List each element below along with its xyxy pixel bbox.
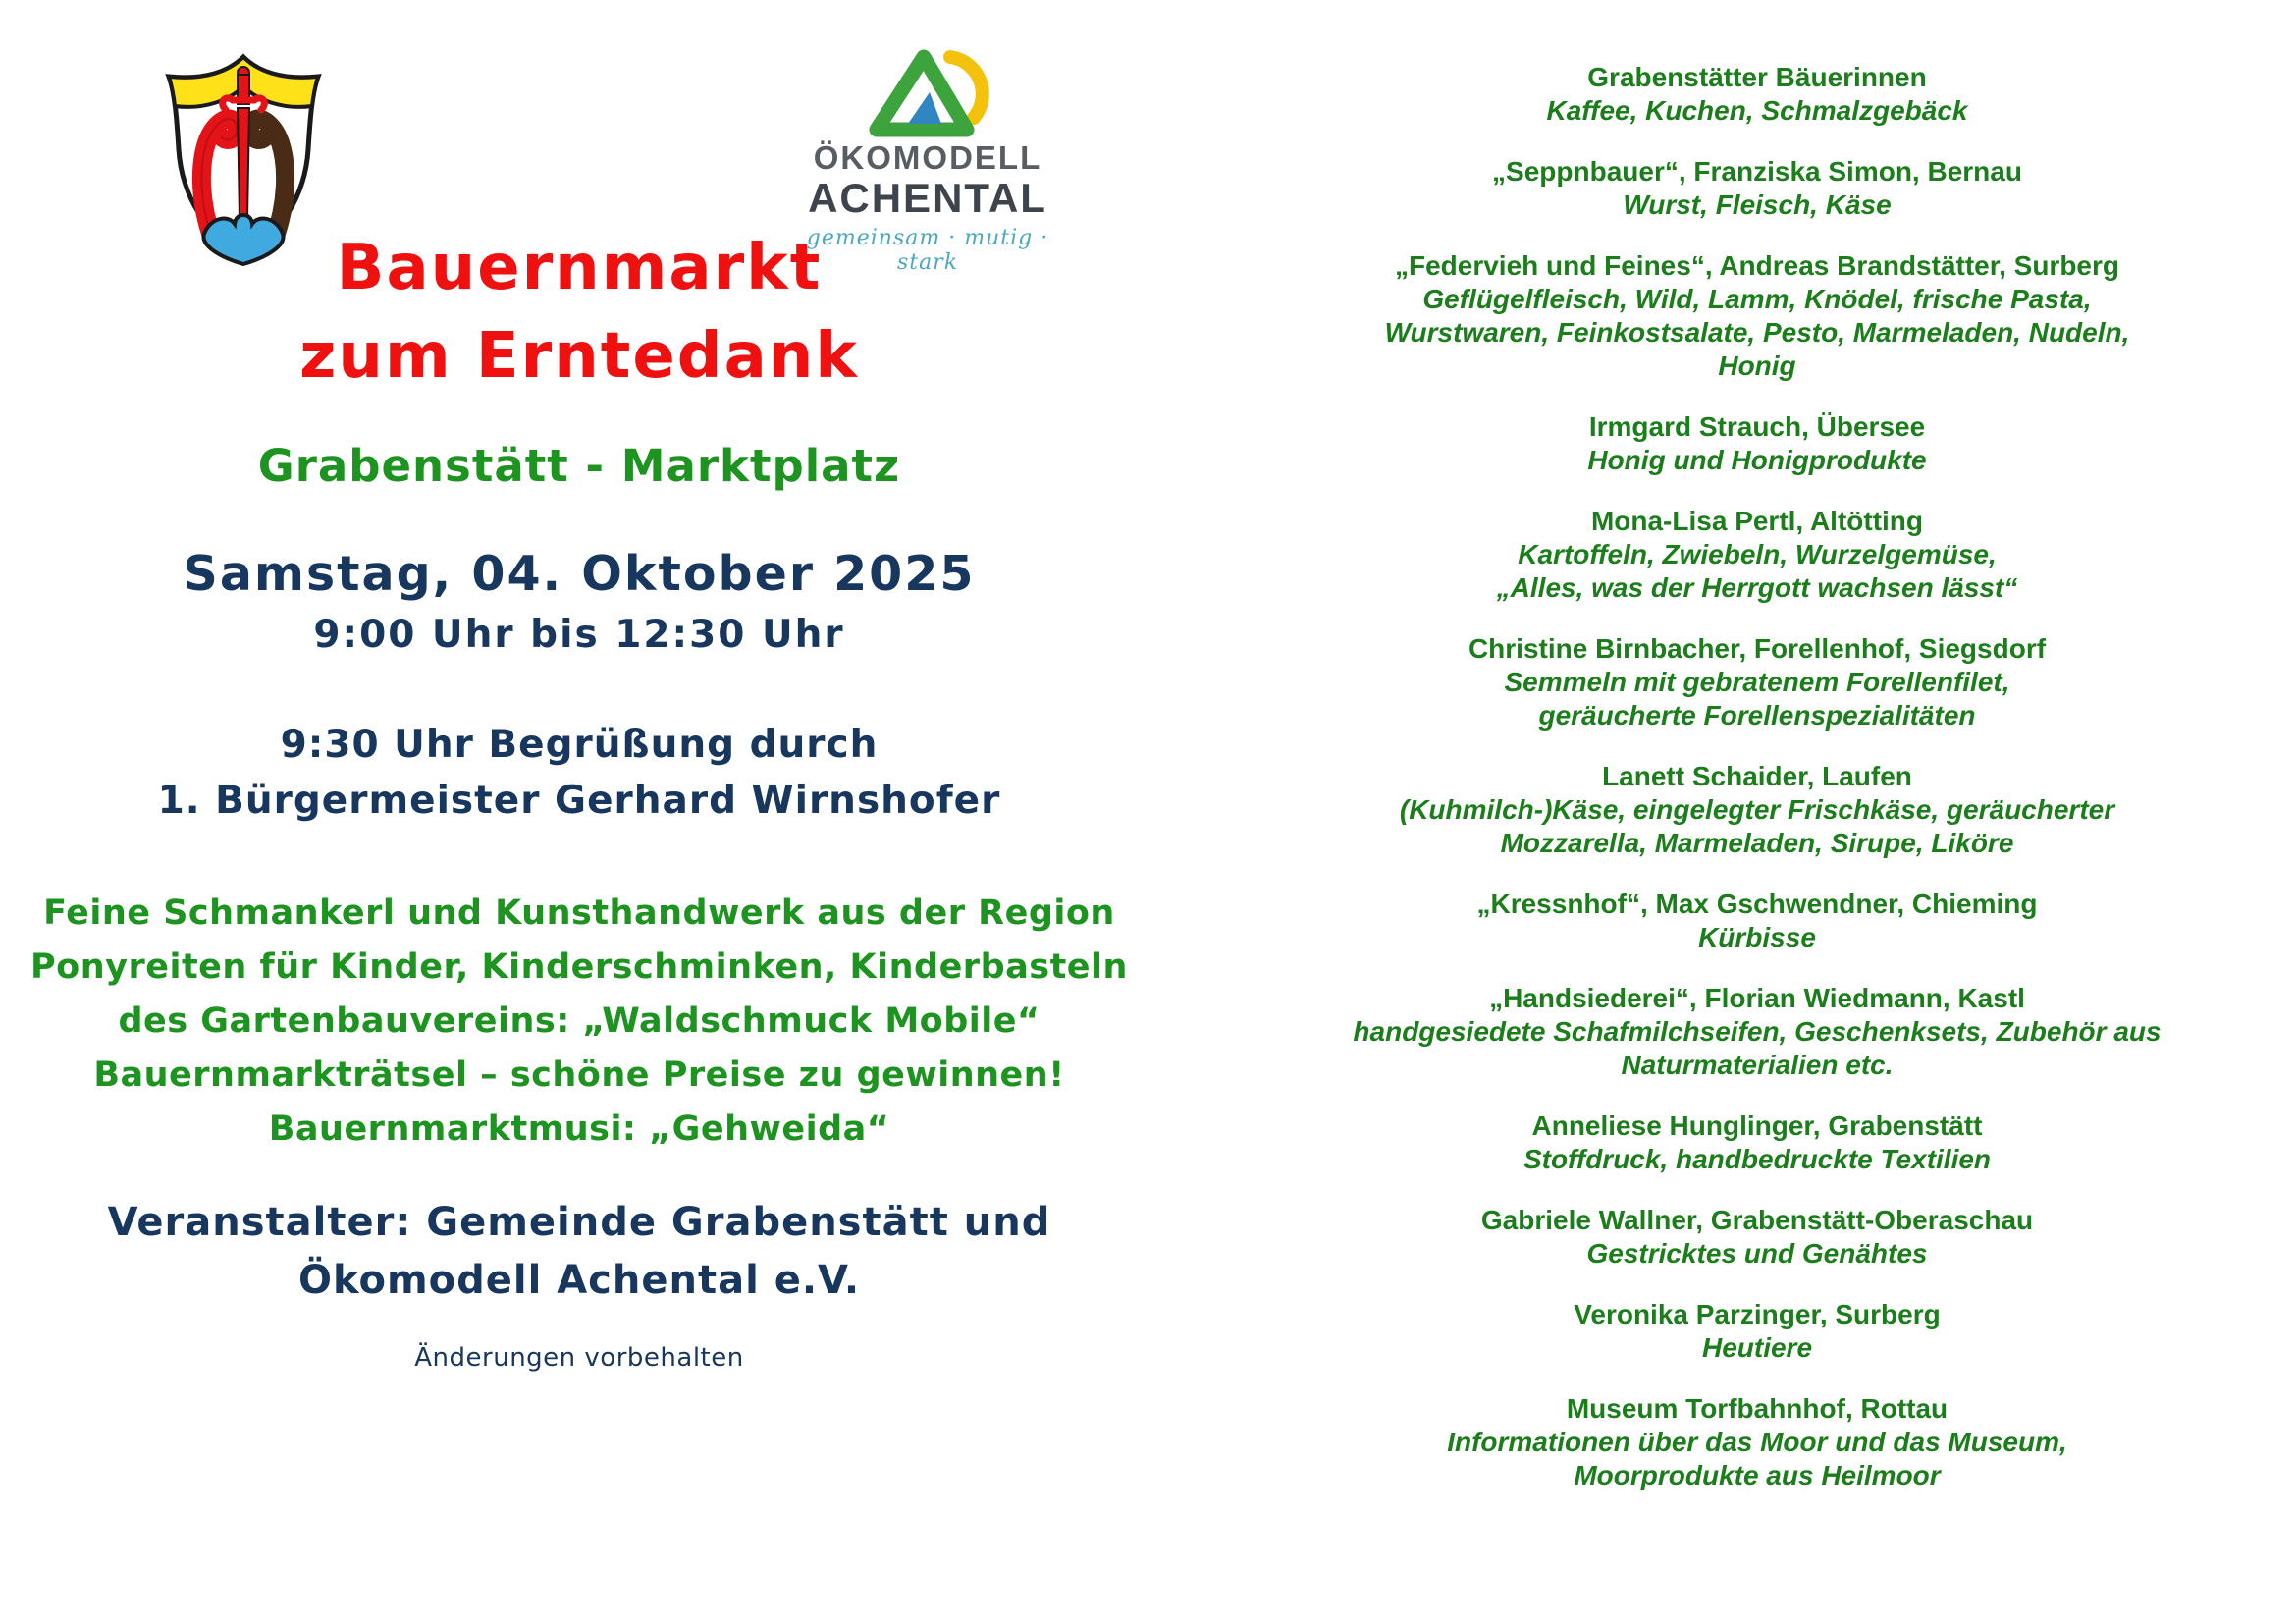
- vendor-product-line: Mozzarella, Marmeladen, Sirupe, Liköre: [1500, 828, 2014, 858]
- mountain-sun-icon: [839, 47, 1016, 137]
- location-line: Grabenstätt - Marktplatz: [257, 440, 901, 492]
- title-line1: Bauernmarkt: [336, 232, 823, 304]
- logo-tagline: gemeinsam · mutig · stark: [806, 226, 1049, 275]
- vendor-block: [1276, 1392, 2238, 1492]
- vendor-block: [1276, 410, 2238, 477]
- vendor-name: Irmgard Strauch, Übersee: [1588, 411, 1926, 442]
- vendor-block: [1276, 249, 2238, 383]
- vendor-product-line: Informationen über das Moor und das Museum,: [1447, 1427, 2067, 1457]
- vendor-name: „Seppnbauer“, Franziska Simon, Bernau: [1492, 156, 2022, 187]
- organizer-line1: Veranstalter: Gemeinde Grabenstätt und: [107, 1200, 1051, 1245]
- logo-line1: ÖKOMODELL: [813, 139, 1042, 176]
- vendor-product-line: Naturmaterialien etc.: [1621, 1050, 1894, 1080]
- disclaimer-note: Änderungen vorbehalten: [414, 1343, 744, 1373]
- vendor-product-line: handgesiedete Schafmilchseifen, Geschenksets, Zubehör aus: [1353, 1016, 2162, 1047]
- activity-line: Feine Schmankerl und Kunsthandwerk aus der Region: [43, 893, 1115, 933]
- vendor-name: „Kressnhof“, Max Gschwendner, Chieming: [1476, 889, 2038, 919]
- vendor-block: [1276, 61, 2238, 128]
- vendor-product-line: Wurst, Fleisch, Käse: [1623, 189, 1892, 220]
- vendor-product-line: Moorprodukte aus Heilmoor: [1574, 1460, 1941, 1490]
- vendor-name: Grabenstätter Bäuerinnen: [1587, 62, 1927, 92]
- activity-line: Bauernmarkträtsel – schöne Preise zu gewinnen!: [93, 1056, 1065, 1095]
- vendor-product-line: Honig und Honigprodukte: [1587, 445, 1927, 475]
- vendor-product-line: Stoffdruck, handbedruckte Textilien: [1522, 1144, 1992, 1174]
- vendor-product-line: Honig: [1718, 351, 1796, 381]
- vendor-name: Gabriele Wallner, Grabenstätt-Oberaschau: [1480, 1205, 2034, 1235]
- greeting-line2: 1. Bürgermeister Gerhard Wirnshofer: [157, 779, 1001, 823]
- vendor-product-line: Kaffee, Kuchen, Schmalzgebäck: [1546, 95, 1968, 126]
- organizer-line2: Ökomodell Achental e.V.: [297, 1258, 861, 1303]
- vendor-block: [1276, 505, 2238, 605]
- greeting-line1: 9:30 Uhr Begrüßung durch: [280, 723, 879, 767]
- vendor-block: [1276, 1204, 2238, 1271]
- vendor-name: „Federvieh und Feines“, Andreas Brandstätter, Surberg: [1394, 250, 2120, 281]
- vendor-name: Christine Birnbacher, Forellenhof, Siegsdorf: [1468, 633, 2047, 664]
- logo-line2: ACHENTAL: [808, 175, 1047, 221]
- activities-paragraph: [29, 887, 1129, 1157]
- vendor-name: Lanett Schaider, Laufen: [1602, 761, 1912, 791]
- vendor-product-line: Geflügelfleisch, Wild, Lamm, Knödel, frische Pasta,: [1422, 284, 2092, 314]
- vendor-block: [1276, 1298, 2238, 1365]
- vendor-block: [1276, 760, 2238, 860]
- vendor-product-line: geräucherte Forellenspezialitäten: [1538, 700, 1976, 731]
- vendor-block: [1276, 632, 2238, 732]
- vendor-product-line: Wurstwaren, Feinkostsalate, Pesto, Marmeladen, Nudeln,: [1384, 317, 2130, 348]
- vendor-product-line: „Alles, was der Herrgott wachsen lässt“: [1496, 572, 2018, 603]
- vendor-product-line: Semmeln mit gebratenem Forellenfilet,: [1504, 667, 2010, 697]
- vendor-product-line: Kürbisse: [1698, 922, 1816, 952]
- vendor-block: [1276, 155, 2238, 222]
- vendor-name: Anneliese Hunglinger, Grabenstätt: [1531, 1110, 1983, 1141]
- title-line2: zum Erntedank: [299, 320, 859, 393]
- activity-line: des Gartenbauvereins: „Waldschmuck Mobile“: [118, 1001, 1041, 1041]
- activity-line: Ponyreiten für Kinder, Kinderschminken, Kinderbasteln: [30, 947, 1128, 987]
- vendor-block: [1276, 1110, 2238, 1176]
- vendor-list: [1276, 61, 2238, 1520]
- vendor-product-line: Heutiere: [1701, 1332, 1813, 1363]
- vendor-name: „Handsiederei“, Florian Wiedmann, Kastl: [1489, 983, 2025, 1013]
- activity-line: Bauernmarktmusi: „Gehweida“: [268, 1110, 890, 1149]
- vendor-name: Mona-Lisa Pertl, Altötting: [1590, 506, 1924, 536]
- vendor-name: Veronika Parzinger, Surberg: [1574, 1299, 1941, 1329]
- vendor-name: Museum Torfbahnhof, Rottau: [1566, 1393, 1949, 1424]
- vendor-product-line: Kartoffeln, Zwiebeln, Wurzelgemüse,: [1518, 539, 1997, 569]
- date-line: Samstag, 04. Oktober 2025: [183, 546, 976, 602]
- vendor-product-line: (Kuhmilch-)Käse, eingelegter Frischkäse, geräucherter: [1399, 794, 2115, 825]
- vendor-block: [1276, 982, 2238, 1082]
- vendor-product-line: Gestricktes und Genähtes: [1586, 1238, 1928, 1269]
- time-line: 9:00 Uhr bis 12:30 Uhr: [313, 613, 845, 657]
- vendor-block: [1276, 888, 2238, 954]
